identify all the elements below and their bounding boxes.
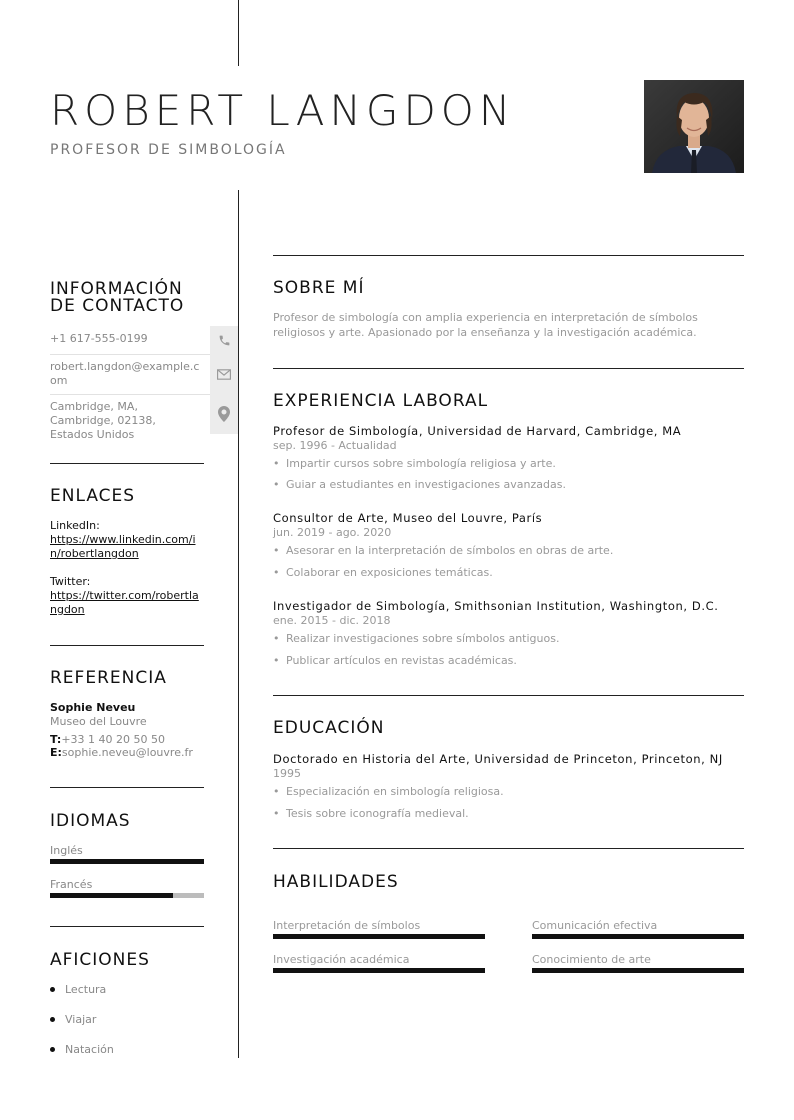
section-divider <box>273 255 744 256</box>
contact-phone-row <box>50 326 238 355</box>
sidebar-divider <box>50 463 204 464</box>
top-divider-line <box>238 0 239 66</box>
hobby-item: Natación <box>50 1043 114 1056</box>
job-bullet: • Guiar a estudiantes en investigaciones avanzadas. <box>273 478 566 491</box>
links-heading: ENLACES <box>50 486 136 506</box>
language-name: Inglés <box>50 844 83 857</box>
about-heading: SOBRE MÍ <box>273 278 365 298</box>
about-text: Profesor de simbología con amplia experiencia en interpretación de símbolos religiosos y arte. Apasionado por la enseñanza y la investigación académica. <box>273 311 698 339</box>
twitter-label: Twitter: <box>50 575 91 588</box>
skill-level-bar <box>532 934 744 939</box>
job-bullet: • Asesorar en la interpretación de símbolos en obras de arte. <box>273 544 614 557</box>
twitter-link[interactable]: https://twitter.com/robertlangdon <box>50 589 199 616</box>
contact-phone[interactable]: +1 617-555-0199 <box>50 332 148 345</box>
skill-level-bar <box>532 968 744 973</box>
reference-heading: REFERENCIA <box>50 668 167 688</box>
job-bullet: • Realizar investigaciones sobre símbolos antiguos. <box>273 632 560 645</box>
job-dates: sep. 1996 - Actualidad <box>273 439 397 452</box>
job-bullet: • Impartir cursos sobre simbología religiosa y arte. <box>273 457 556 470</box>
job-title: Consultor de Arte, Museo del Louvre, París <box>273 511 543 525</box>
sidebar-divider <box>50 645 204 646</box>
skill-label: Conocimiento de arte <box>532 953 651 966</box>
sidebar-divider <box>50 926 204 927</box>
candidate-title: PROFESOR DE SIMBOLOGÍA <box>50 142 287 158</box>
contact-address: Cambridge, MA, Cambridge, 02138, Estados Unidos <box>50 400 156 441</box>
mail-icon <box>210 354 238 394</box>
skill-label: Investigación académica <box>273 953 410 966</box>
skill-label: Interpretación de símbolos <box>273 919 421 932</box>
reference-phone: T:+33 1 40 20 50 50 <box>50 733 165 746</box>
language-name: Francés <box>50 878 93 891</box>
contact-email[interactable]: robert.langdon@example.com <box>50 360 200 387</box>
section-divider <box>273 368 744 369</box>
linkedin-label: LinkedIn: <box>50 519 100 532</box>
column-divider-line <box>238 190 239 1058</box>
hobbies-heading: AFICIONES <box>50 950 150 970</box>
skill-level-bar <box>273 968 485 973</box>
job-dates: ene. 2015 - dic. 2018 <box>273 614 391 627</box>
hobby-item: Lectura <box>50 983 106 996</box>
degree-year: 1995 <box>273 767 301 780</box>
section-divider <box>273 695 744 696</box>
job-title: Profesor de Simbología, Universidad de Harvard, Cambridge, MA <box>273 424 682 438</box>
profile-photo <box>644 80 744 173</box>
language-level-bar <box>50 893 204 898</box>
skill-level-bar <box>273 934 485 939</box>
education-heading: EDUCACIÓN <box>273 718 385 738</box>
contact-address-row <box>50 394 238 441</box>
experience-heading: EXPERIENCIA LABORAL <box>273 391 489 411</box>
reference-email[interactable]: E:sophie.neveu@louvre.fr <box>50 746 193 759</box>
reference-org: Museo del Louvre <box>50 715 147 728</box>
sidebar-divider <box>50 787 204 788</box>
job-title: Investigador de Simbología, Smithsonian Institution, Washington, D.C. <box>273 599 719 613</box>
reference-name: Sophie Neveu <box>50 701 136 714</box>
skill-label: Comunicación efectiva <box>532 919 658 932</box>
skills-heading: HABILIDADES <box>273 872 399 892</box>
language-level-bar <box>50 859 204 864</box>
job-dates: jun. 2019 - ago. 2020 <box>273 526 392 539</box>
job-bullet: • Colaborar en exposiciones temáticas. <box>273 566 493 579</box>
contact-email-row <box>50 354 238 395</box>
languages-heading: IDIOMAS <box>50 811 131 831</box>
candidate-name: ROBERT LANGDON <box>50 86 516 135</box>
phone-icon <box>210 326 238 354</box>
section-divider <box>273 848 744 849</box>
hobby-item: Viajar <box>50 1013 96 1026</box>
language-level-fill <box>50 859 204 864</box>
job-bullet: • Publicar artículos en revistas académicas. <box>273 654 517 667</box>
education-bullet: • Especialización en simbología religiosa. <box>273 785 504 798</box>
degree-title: Doctorado en Historia del Arte, Universidad de Princeton, Princeton, NJ <box>273 752 723 766</box>
linkedin-link[interactable]: https://www.linkedin.com/in/robertlangdon <box>50 533 196 560</box>
contact-heading: INFORMACIÓN DE CONTACTO <box>50 279 185 316</box>
education-bullet: • Tesis sobre iconografía medieval. <box>273 807 469 820</box>
language-level-fill <box>50 893 173 898</box>
location-pin-icon <box>210 394 238 434</box>
